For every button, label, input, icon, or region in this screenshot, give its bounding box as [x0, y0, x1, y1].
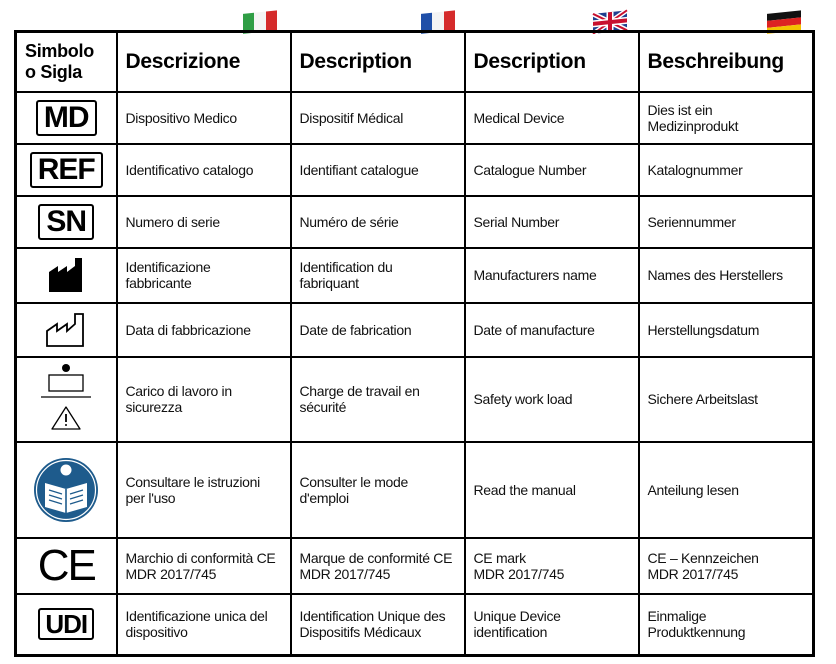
table-row [16, 594, 814, 656]
french-cell [291, 594, 465, 656]
english-cell [465, 144, 639, 196]
ce-mark-symbol: CE [37, 540, 95, 590]
header-french: Description [291, 32, 465, 92]
italian-cell [117, 248, 291, 303]
italian-cell [117, 594, 291, 656]
english-cell [465, 248, 639, 303]
table-row [16, 196, 814, 248]
symbol-cell [16, 144, 117, 196]
text-line: Read the manual [473, 481, 576, 498]
text-line: Identificativo catalogo [125, 161, 254, 178]
italian-cell [117, 538, 291, 594]
safe-working-load-icon [35, 363, 97, 435]
text-line: Catalogue Number [473, 161, 587, 178]
text-line: d'emploi [299, 489, 349, 506]
text-line: CE – Kennzeichen [647, 549, 759, 566]
text-line: Data di fabbricazione [125, 321, 251, 338]
symbol-cell [16, 442, 117, 538]
text-line: Consultare le istruzioni [125, 473, 260, 490]
text-line: Einmalige [647, 608, 707, 625]
symbol-cell [16, 538, 117, 594]
french-cell [291, 248, 465, 303]
symbol-cell [16, 248, 117, 303]
text-line: Medizinprodukt [647, 117, 739, 134]
table-row [16, 357, 814, 442]
text-line: Sichere Arbeitslast [647, 391, 758, 407]
table-row [16, 248, 814, 303]
text-line: fabriquant [299, 275, 359, 291]
german-cell [639, 357, 814, 442]
text-line: identification [473, 624, 548, 641]
text-line: MDR 2017/745 [299, 565, 391, 582]
text-line: Charge de travail en [299, 383, 420, 399]
english-cell [465, 92, 639, 144]
french-cell [291, 196, 465, 248]
text-line: Serial Number [473, 213, 560, 230]
udi-symbol: UDI [38, 608, 94, 640]
text-line: fabbricante [125, 275, 192, 291]
german-cell [639, 248, 814, 303]
manufacturer-icon [46, 256, 86, 294]
text-line: Numero di serie [125, 213, 220, 230]
header-german: Beschreibung [639, 32, 814, 92]
text-line: MDR 2017/745 [473, 565, 565, 582]
text-line: Unique Device [473, 608, 561, 625]
table-row [16, 92, 814, 144]
text-line: Carico di lavoro in [125, 383, 232, 399]
text-line: Names des Herstellers [647, 267, 783, 283]
french-cell [291, 92, 465, 144]
header-italian: Descrizione [117, 32, 291, 92]
text-line: sicurezza [125, 399, 182, 415]
sn-symbol: SN [38, 204, 94, 240]
german-cell [639, 538, 814, 594]
text-line: dispositivo [125, 624, 188, 641]
text-line: MDR 2017/745 [647, 565, 739, 582]
italian-cell [117, 303, 291, 357]
table-row [16, 442, 814, 538]
table-row [16, 303, 814, 357]
text-line: Medical Device [473, 109, 565, 126]
german-cell [639, 303, 814, 357]
text-line: Dispositif Médical [299, 109, 404, 126]
french-cell [291, 442, 465, 538]
table-row [16, 144, 814, 196]
french-cell [291, 303, 465, 357]
french-cell [291, 538, 465, 594]
symbol-cell [16, 196, 117, 248]
header-symbol [16, 32, 117, 92]
ref-symbol: REF [30, 152, 103, 188]
symbol-cell [16, 357, 117, 442]
header-row [16, 32, 814, 92]
italian-cell [117, 442, 291, 538]
text-line: Dispositivo Medico [125, 109, 237, 126]
table-row [16, 538, 814, 594]
text-line: Marque de conformité CE [299, 549, 453, 566]
text-line: Herstellungsdatum [647, 321, 760, 338]
text-line: Date of manufacture [473, 321, 595, 338]
german-cell [639, 144, 814, 196]
text-line: Identification Unique des [299, 608, 446, 625]
french-cell [291, 357, 465, 442]
date-of-manufacture-icon [43, 311, 89, 349]
text-line: Seriennummer [647, 213, 736, 230]
english-cell [465, 442, 639, 538]
symbols-legend-table [14, 30, 815, 657]
header-english: Description [465, 32, 639, 92]
text-line: Safety work load [473, 391, 573, 407]
text-line: per l'uso [125, 489, 176, 506]
english-cell [465, 303, 639, 357]
text-line: Dies ist ein [647, 101, 713, 118]
italian-cell [117, 144, 291, 196]
md-symbol: MD [36, 100, 97, 136]
text-line: Identificazione unica del [125, 608, 268, 625]
german-cell [639, 442, 814, 538]
english-cell [465, 594, 639, 656]
text-line: MDR 2017/745 [125, 565, 217, 582]
symbol-cell [16, 92, 117, 144]
english-cell [465, 538, 639, 594]
german-cell [639, 92, 814, 144]
text-line: Identification du [299, 259, 393, 275]
header-symbol-line: o Sigla [25, 61, 82, 82]
italian-cell [117, 357, 291, 442]
text-line: Dispositifs Médicaux [299, 624, 422, 641]
text-line: sécurité [299, 399, 347, 415]
text-line: Produktkennung [647, 624, 746, 641]
text-line: Anteilung lesen [647, 481, 739, 498]
header-symbol-line: Simbolo [25, 40, 94, 61]
english-cell [465, 357, 639, 442]
italian-cell [117, 92, 291, 144]
text-line: Identificazione [125, 259, 211, 275]
german-cell [639, 196, 814, 248]
english-cell [465, 196, 639, 248]
read-manual-icon [33, 457, 99, 523]
text-line: Identifiant catalogue [299, 161, 419, 178]
german-cell [639, 594, 814, 656]
italian-cell [117, 196, 291, 248]
text-line: Manufacturers name [473, 267, 597, 283]
symbol-cell [16, 594, 117, 656]
text-line: Katalognummer [647, 161, 743, 178]
symbol-cell [16, 303, 117, 357]
text-line: Consulter le mode [299, 473, 409, 490]
french-cell [291, 144, 465, 196]
text-line: Date de fabrication [299, 321, 412, 338]
text-line: CE mark [473, 549, 526, 566]
text-line: Numéro de série [299, 213, 399, 230]
text-line: Marchio di conformità CE [125, 549, 276, 566]
